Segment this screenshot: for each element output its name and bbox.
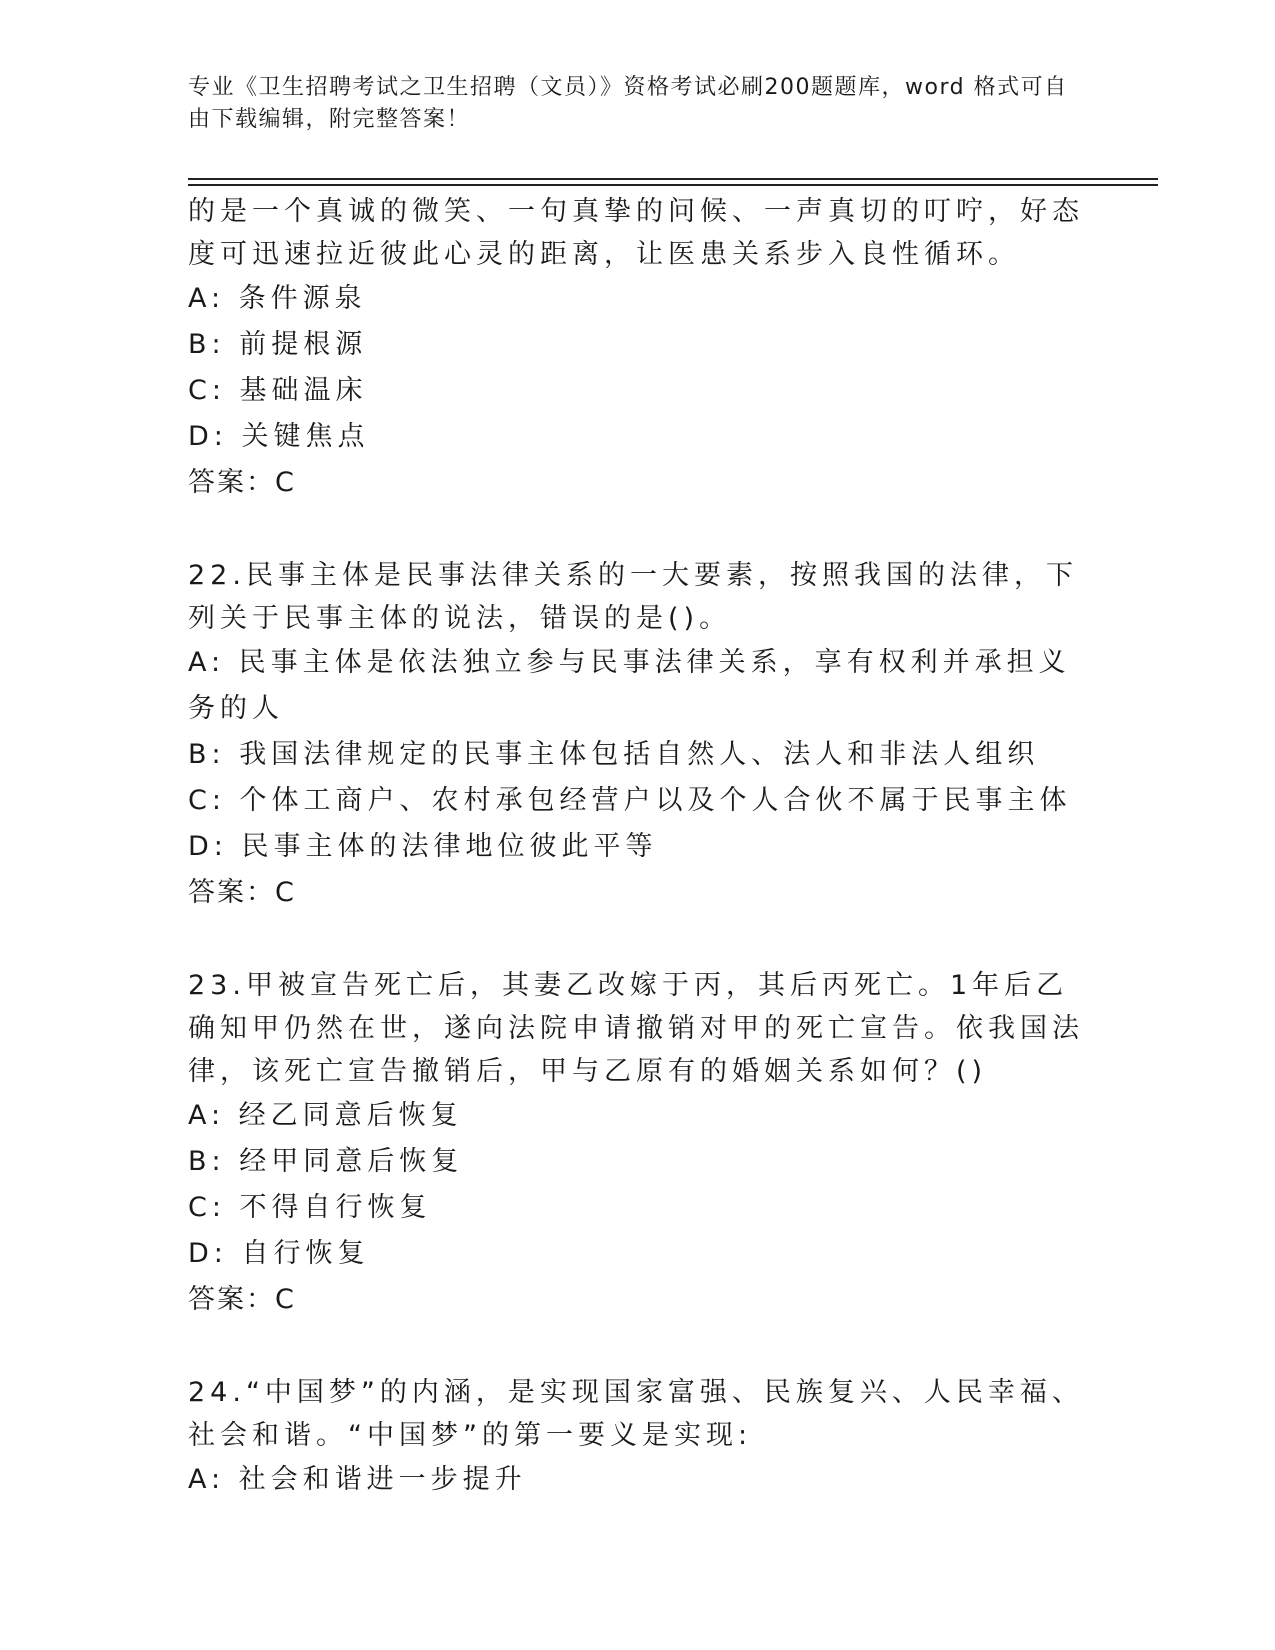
option-a: A: 经乙同意后恢复: [188, 1100, 463, 1131]
header-rule-bottom: [188, 184, 1158, 186]
question-stem: 23.甲被宣告死亡后，其妻乙改嫁于丙，其后丙死亡。1年后乙确知甲仍然在世，遂向法院申请撤销对甲的死亡宣告。依我国法律，该死亡宣告撤销后，甲与乙原有的婚姻关系如何？(): [188, 970, 1084, 1087]
question-21-continuation: [188, 190, 1088, 506]
option-c: C: 不得自行恢复: [188, 1192, 432, 1223]
option-a: A: 社会和谐进一步提升: [188, 1464, 527, 1495]
header-rule-top: [188, 178, 1158, 180]
question-23: [188, 964, 1088, 1323]
answer: 答案：C: [188, 467, 296, 498]
answer: 答案：C: [188, 1284, 296, 1315]
answer: 答案：C: [188, 877, 296, 908]
option-d: D: 民事主体的法律地位彼此平等: [188, 831, 658, 862]
header-title: 专业《卫生招聘考试之卫生招聘（文员）》资格考试必刷200题题库，word 格式可自由下载编辑，附完整答案！: [188, 75, 1068, 132]
option-b: B: 经甲同意后恢复: [188, 1146, 464, 1177]
question-22: [188, 554, 1088, 916]
option-c: C: 基础温床: [188, 375, 368, 406]
document-header: [188, 72, 1068, 136]
question-stem: 24.“中国梦”的内涵，是实现国家富强、民族复兴、人民幸福、社会和谐。“中国梦”的第一要义是实现:: [188, 1377, 1084, 1451]
option-d: D: 关键焦点: [188, 421, 370, 452]
question-stem: 22.民事主体是民事法律关系的一大要素，按照我国的法律，下列关于民事主体的说法，错误的是()。: [188, 560, 1078, 634]
option-a: A: 民事主体是依法独立参与民事法律关系，享有权利并承担义务的人: [188, 647, 1071, 724]
question-content: [188, 190, 1088, 1503]
option-b: B: 前提根源: [188, 329, 368, 360]
question-stem: 的是一个真诚的微笑、一句真挚的问候、一声真切的叮咛，好态度可迅速拉近彼此心灵的距离，让医患关系步入良性循环。: [188, 196, 1084, 270]
question-24: [188, 1371, 1088, 1503]
option-c: C: 个体工商户、农村承包经营户以及个人合伙不属于民事主体: [188, 785, 1072, 816]
option-d: D: 自行恢复: [188, 1238, 370, 1269]
option-a: A: 条件源泉: [188, 283, 367, 314]
option-b: B: 我国法律规定的民事主体包括自然人、法人和非法人组织: [188, 739, 1040, 770]
